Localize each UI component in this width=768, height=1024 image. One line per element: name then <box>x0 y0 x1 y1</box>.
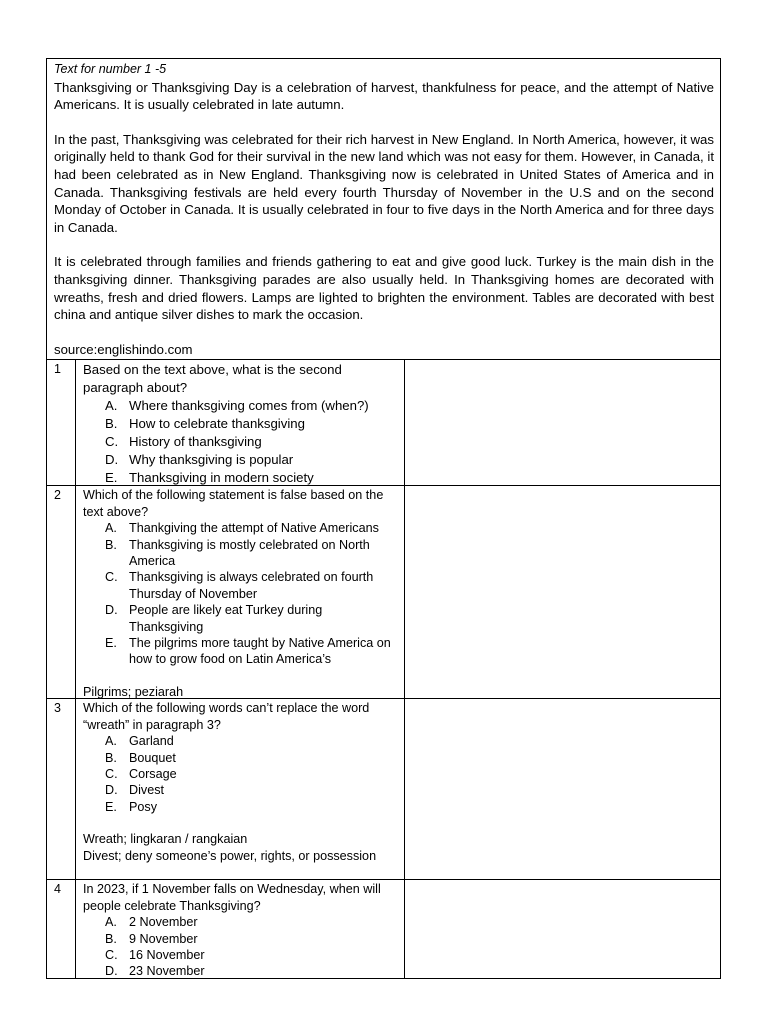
option-text: 9 November <box>129 931 198 946</box>
option-c <box>83 947 398 963</box>
option-letter: C. <box>105 947 118 962</box>
question-number: 3 <box>47 699 76 879</box>
option-b <box>83 415 398 433</box>
option-letter: E. <box>105 635 117 650</box>
option-letter: A. <box>105 398 118 414</box>
question-body <box>76 880 405 978</box>
option-a <box>83 397 398 415</box>
question-body <box>76 360 405 485</box>
option-d <box>83 963 398 979</box>
option-c <box>83 569 398 602</box>
vocabulary-note: Pilgrims; peziarah <box>83 684 184 699</box>
option-e <box>83 799 398 815</box>
option-text: Divest <box>129 783 164 798</box>
option-list <box>83 914 398 980</box>
option-text: Thanksgiving is always celebrated on fourth Thursday of November <box>129 570 374 601</box>
passage-source: source:englishindo.com <box>54 341 193 357</box>
question-number: 1 <box>47 360 76 485</box>
option-text: Where thanksgiving comes from (when?) <box>129 398 369 414</box>
option-text: Why thanksgiving is popular <box>129 452 294 468</box>
option-letter: B. <box>105 537 117 552</box>
passage-paragraph-3: It is celebrated through families and friends gathering to eat and give good luck. Turkey is the main dish in the thanksgiving dinner. Thanksgiving parades are also usually held. In Thanksgiving homes are decorated with wreaths, fresh and dried flowers. Lamps are lighted to brighten the environment. Tables are decorated with best china and antique silver dishes to mark the occasion. <box>54 254 714 323</box>
option-letter: B. <box>105 416 118 432</box>
option-e <box>83 469 398 487</box>
option-list <box>83 397 398 487</box>
option-b <box>83 750 398 766</box>
option-letter: A. <box>105 521 117 536</box>
option-text: Thankgiving the attempt of Native Americans <box>129 521 379 536</box>
option-letter: E. <box>105 799 117 814</box>
option-text: 23 November <box>129 964 205 979</box>
answer-cell[interactable] <box>405 486 720 698</box>
option-text: Posy <box>129 799 157 814</box>
reading-passage <box>47 59 720 360</box>
option-letter: B. <box>105 750 117 765</box>
question-text: In 2023, if 1 November falls on Wednesday, when will people celebrate Thanksgiving? <box>83 882 381 913</box>
option-letter: A. <box>105 915 117 930</box>
option-text: Bouquet <box>129 750 176 765</box>
question-body <box>76 486 405 698</box>
option-letter: B. <box>105 931 117 946</box>
passage-paragraph-1: Thanksgiving or Thanksgiving Day is a celebration of harvest, thankfulness for peace, and the attempt of Native Americans. It is usually celebrated in late autumn. <box>54 79 714 113</box>
option-text: 16 November <box>129 947 205 962</box>
option-d <box>83 451 398 469</box>
option-letter: D. <box>105 603 118 618</box>
question-text: Which of the following words can’t replace the word “wreath” in paragraph 3? <box>83 701 370 732</box>
option-text: Garland <box>129 734 174 749</box>
option-letter: D. <box>105 783 118 798</box>
option-text: People are likely eat Turkey during Thanksgiving <box>129 603 323 634</box>
option-e <box>83 635 398 668</box>
question-text: Which of the following statement is false based on the text above? <box>83 488 384 519</box>
option-text: Thanksgiving is mostly celebrated on North America <box>129 537 370 568</box>
option-text: How to celebrate thanksgiving <box>129 416 305 432</box>
vocabulary-note: Divest; deny someone’s power, rights, or possession <box>83 848 377 863</box>
question-row-4 <box>47 880 720 978</box>
option-text: Thanksgiving in modern society <box>129 470 314 486</box>
option-b <box>83 537 398 570</box>
option-text: History of thanksgiving <box>129 434 262 450</box>
vocabulary-note: Wreath; lingkaran / rangkaian <box>83 832 248 847</box>
question-row-1 <box>47 360 720 486</box>
passage-label: Text for number 1 -5 <box>54 62 167 76</box>
question-row-3 <box>47 699 720 880</box>
question-row-2 <box>47 486 720 699</box>
answer-cell[interactable] <box>405 699 720 879</box>
question-number: 2 <box>47 486 76 698</box>
option-list <box>83 520 398 668</box>
option-letter: E. <box>105 470 118 486</box>
option-b <box>83 931 398 947</box>
option-letter: C. <box>105 766 118 781</box>
option-text: 2 November <box>129 915 198 930</box>
worksheet-table <box>46 58 721 979</box>
question-text: Based on the text above, what is the second paragraph about? <box>83 362 342 396</box>
option-d <box>83 782 398 798</box>
option-letter: A. <box>105 734 117 749</box>
option-d <box>83 602 398 635</box>
option-letter: D. <box>105 964 118 979</box>
option-letter: D. <box>105 452 119 468</box>
answer-cell[interactable] <box>405 360 720 485</box>
option-a <box>83 914 398 930</box>
question-body <box>76 699 405 879</box>
question-number: 4 <box>47 880 76 978</box>
passage-paragraph-2: In the past, Thanksgiving was celebrated for their rich harvest in New England. In North America, however, it was originally held to thank God for their survival in the new land which was not easy for them. However, in Canada, it had been celebrated as in New England. Thanksgiving now is celebrated in United States of America and in Canada. Thanksgiving festivals are held every fourth Thursday of November in the U.S and on the second Monday of October in Canada. It is usually celebrated in four to five days in the North America and for three days in Canada. <box>54 131 714 235</box>
option-list <box>83 733 398 815</box>
option-c <box>83 433 398 451</box>
option-letter: C. <box>105 570 118 585</box>
option-c <box>83 766 398 782</box>
option-text: The pilgrims more taught by Native America on how to grow food on Latin America’s <box>129 635 391 667</box>
option-a <box>83 733 398 749</box>
option-letter: C. <box>105 434 119 450</box>
answer-cell[interactable] <box>405 880 720 978</box>
option-a <box>83 520 398 536</box>
option-text: Corsage <box>129 766 177 781</box>
